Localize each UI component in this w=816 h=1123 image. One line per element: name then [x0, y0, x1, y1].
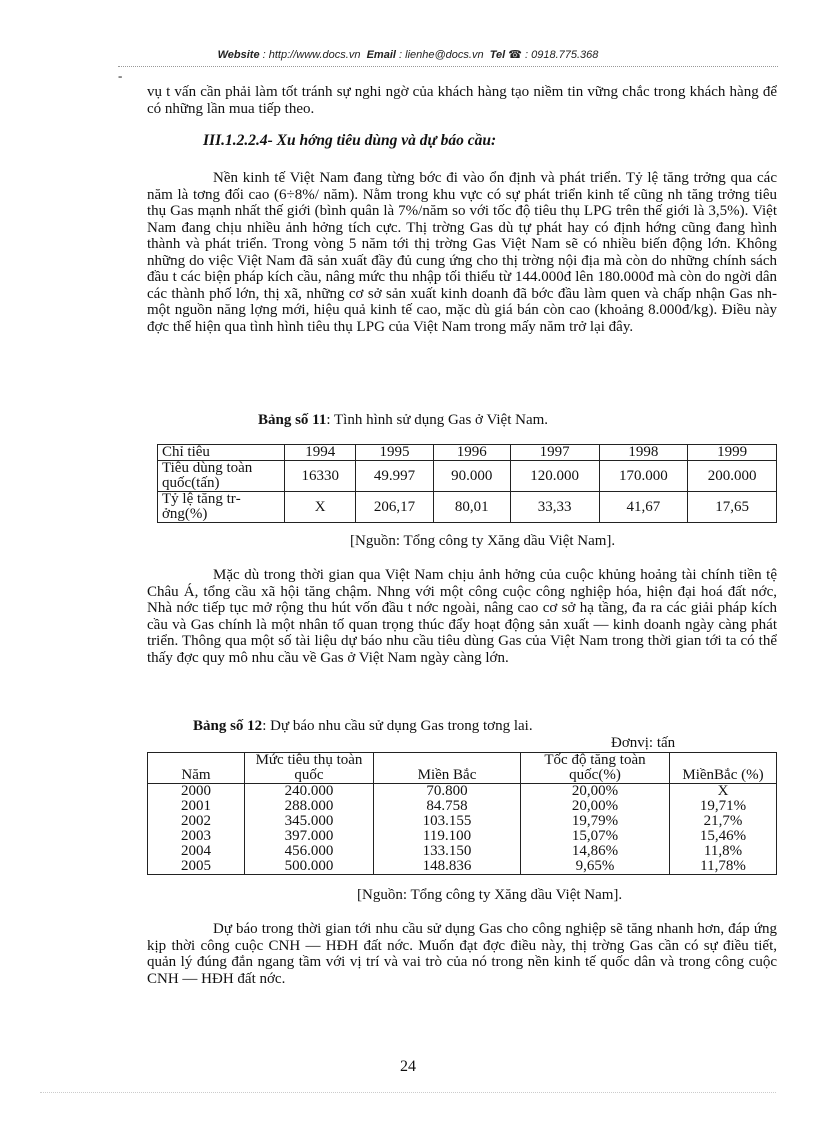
table-cell: 19,71% [670, 799, 777, 814]
table2-caption-text: : Dự báo nhu cầu sử dụng Gas trong tơng lai. [262, 718, 533, 734]
bullet-mark: - [118, 68, 123, 83]
table-cell: 33,33 [510, 492, 599, 523]
header-cell: Chỉ tiêu [158, 445, 285, 461]
table-cell: 456.000 [245, 844, 374, 859]
paragraph-forecast-context: Mặc dù trong thời gian qua Việt Nam chịu ảnh hởng của cuộc khủng hoảng tài chính tiền tệ Châu Á, tổng cầu xã hội tăng chậm. Nhng với một công cuộc công nghiệp hóa, hiện đại hoá đất nớc, Nhà nớc tiếp tục mở rộng thu hút vốn đầu t nớc ngoài, nâng cao cơ sở hạ tầng, đa ra các giải pháp kích cầu và Gas chính là một nhân tố quan trọng thúc đẩy hoạt động sản xuất — kinh doanh ngày càng phát triển. Thông qua một số tài liệu dự báo nhu cầu tiêu dùng Gas của Việt Nam trong thời gian tới ta có thể thấy đợc quy mô nhu cầu về Gas ở Việt Nam ngày càng lớn. [147, 567, 777, 666]
table-cell: 15,46% [670, 829, 777, 844]
table-cell: 14,86% [521, 844, 670, 859]
tel-label: Tel ☎ [489, 49, 522, 61]
header-cell: Mức tiêu thụ toàn quốc [245, 753, 374, 784]
table-header-row [158, 445, 777, 461]
table-cell: 500.000 [245, 859, 374, 875]
table-cell: 84.758 [374, 799, 521, 814]
tel-number: : 0918.775.368 [525, 49, 599, 61]
header-cell: 1996 [433, 445, 510, 461]
table-cell: 9,65% [521, 859, 670, 875]
table-cell: X [670, 784, 777, 800]
table1-source: [Nguồn: Tổng công ty Xăng dầu Việt Nam]. [350, 533, 616, 549]
table-cell: 2004 [148, 844, 245, 859]
table-cell: 206,17 [356, 492, 433, 523]
table-row [148, 829, 777, 844]
table-cell: 240.000 [245, 784, 374, 800]
table1-caption-text: : Tình hình sử dụng Gas ở Việt Nam. [326, 412, 549, 428]
table2-caption [193, 718, 533, 735]
table1-caption-label: Bảng số 11 [258, 412, 327, 428]
email-address: : lienhe@docs.vn [399, 49, 484, 61]
header-cell: 1999 [688, 445, 777, 461]
page-header [0, 48, 816, 61]
table-row [148, 859, 777, 875]
table-cell: 16330 [285, 461, 356, 492]
table-cell: 20,00% [521, 799, 670, 814]
header-cell: 1994 [285, 445, 356, 461]
table-cell: 2002 [148, 814, 245, 829]
table-cell: 345.000 [245, 814, 374, 829]
table-cell: 397.000 [245, 829, 374, 844]
paragraph-market-trend: Nền kinh tế Việt Nam đang từng bớc đi vào ổn định và phát triển. Tỷ lệ tăng trởng qua các năm là tơng đối cao (6÷8%/ năm). Nằm trong khu vực có sự phát triển kinh tế cũng nh tăng trởng tiêu thụ Gas mạnh nhất thế giới (bình quân là 7%/năm so với tốc độ tiêu thụ LPG trên thế giới là 3,5%). Việt Nam đang chịu nhiều ảnh hởng tích cực. Thị trờng Gas dù tự phát hay có định hớng cũng đang hình thành và phát triển. Trong vòng 5 năm tới thị trờng Gas Việt Nam sẽ có nhiều biến động lớn. Không những do việc Việt Nam đã sản xuất đầy đủ cung ứng cho thị trờng nội địa mà còn do những chính sách đầu t các biện pháp kích cầu, nâng mức thu nhập tối thiểu từ 144.000đ lên 180.000đ mà còn do ngời dân các thành phố lớn, thị xã, những cơ sở sản xuất kinh doanh đã bớc đầu làm quen và chấp nhận Gas nh một nguồn năng lợng mới, hiệu quả kinh tế cao, mặc dù giá bán còn cao (khoảng 8.000đ/kg). Điều này đợc thể hiện qua tình hình tiêu thụ LPG của Việt Nam trong mấy năm trở lại đây. [147, 170, 777, 335]
table-cell: 19,79% [521, 814, 670, 829]
table-row [148, 844, 777, 859]
table-row [148, 799, 777, 814]
paragraph-intro: vụ t vấn cần phải làm tốt tránh sự nghi ngờ của khách hàng tạo niềm tin vững chắc trong khách hàng để có những lần mua tiếp theo. [147, 84, 777, 117]
table-cell: 15,07% [521, 829, 670, 844]
table-cell: X [285, 492, 356, 523]
row-label: Tiêu dùng toàn quốc(tấn) [158, 461, 285, 492]
table2-caption-label: Bảng số 12 [193, 718, 263, 734]
header-cell: 1995 [356, 445, 433, 461]
table-cell: 2001 [148, 799, 245, 814]
table-cell: 41,67 [599, 492, 688, 523]
row-label: Tỷ lệ tăng trởng(%) [158, 492, 285, 523]
table-cell: 2003 [148, 829, 245, 844]
table-cell: 170.000 [599, 461, 688, 492]
table-gas-forecast [147, 752, 777, 875]
table-cell: 90.000 [433, 461, 510, 492]
table-cell: 120.000 [510, 461, 599, 492]
table-cell: 70.800 [374, 784, 521, 800]
table-row [148, 814, 777, 829]
table2-unit: Đơnvị: tấn [611, 735, 676, 751]
footer-divider [40, 1092, 776, 1093]
table-header-row [148, 753, 777, 784]
table1-caption [258, 412, 548, 429]
table-cell: 119.100 [374, 829, 521, 844]
table-row [158, 492, 777, 523]
table-cell: 11,8% [670, 844, 777, 859]
website-url: : http://www.docs.vn [262, 49, 361, 61]
header-divider [118, 66, 778, 67]
table-cell: 288.000 [245, 799, 374, 814]
table-cell: 49.997 [356, 461, 433, 492]
email-label: Email [366, 49, 396, 61]
table-cell: 103.155 [374, 814, 521, 829]
table2-source: [Nguồn: Tổng công ty Xăng dầu Việt Nam]. [357, 887, 623, 903]
table-cell: 133.150 [374, 844, 521, 859]
header-cell: 1998 [599, 445, 688, 461]
table-cell: 148.836 [374, 859, 521, 875]
table-cell: 21,7% [670, 814, 777, 829]
paragraph-conclusion: Dự báo trong thời gian tới nhu cầu sử dụng Gas cho công nghiệp sẽ tăng nhanh hơn, đáp ứng kịp thời công cuộc CNH — HĐH đất nớc. Muốn đạt đợc điều này, thị trờng Gas cần có sự điều tiết, quản lý đúng đắn ngang tầm với vị trí và vai trò của nó trong nền kinh tế quốc dân và trong công cuộc CNH — HĐH đất nớc. [147, 921, 777, 987]
table-cell: 11,78% [670, 859, 777, 875]
page-number: 24 [400, 1058, 416, 1075]
header-cell: Miền Bắc [374, 753, 521, 784]
header-cell: Tốc độ tăng toàn quốc(%) [521, 753, 670, 784]
section-heading: III.1.2.2.4- Xu hớng tiêu dùng và dự báo cầu: [203, 132, 497, 149]
header-cell: MiềnBắc (%) [670, 753, 777, 784]
table-cell: 20,00% [521, 784, 670, 800]
website-label: Website [217, 49, 260, 61]
table-cell: 17,65 [688, 492, 777, 523]
table-cell: 80,01 [433, 492, 510, 523]
table-row [158, 461, 777, 492]
header-cell: Năm [148, 753, 245, 784]
table-cell: 200.000 [688, 461, 777, 492]
table-cell: 2000 [148, 784, 245, 800]
table-cell: 2005 [148, 859, 245, 875]
header-cell: 1997 [510, 445, 599, 461]
table-gas-usage [157, 444, 777, 523]
table-row [148, 784, 777, 800]
